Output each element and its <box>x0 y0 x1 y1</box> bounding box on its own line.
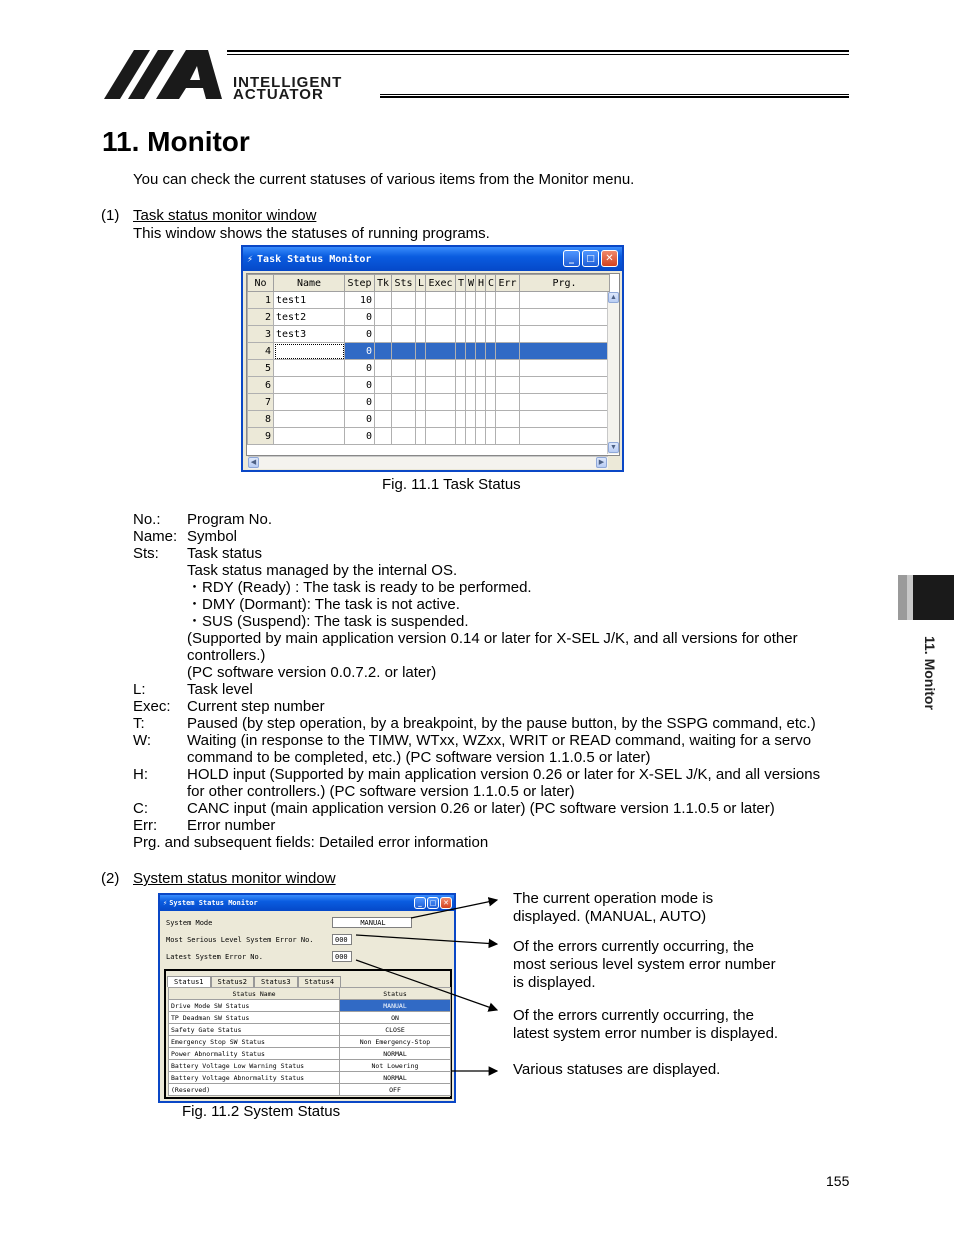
scroll-up-icon[interactable]: ▲ <box>608 292 619 303</box>
fig1-caption: Fig. 11.1 Task Status <box>382 476 521 493</box>
col-step[interactable]: Step <box>345 275 375 292</box>
latest-error-field: 000 <box>332 951 352 962</box>
app-icon: ⚡ <box>247 253 254 265</box>
minimize-button[interactable]: _ <box>414 897 426 909</box>
arrow-latest <box>356 960 497 1010</box>
row-step[interactable]: 0 <box>345 360 375 377</box>
definition-text: (Supported by main application version 0.14 or later for X-SEL J/K, and all versions for other <box>187 630 798 647</box>
definition-text: Symbol <box>187 528 238 545</box>
col-l[interactable]: L <box>416 275 426 292</box>
row-step[interactable]: 0 <box>345 309 375 326</box>
col-name[interactable]: Name <box>274 275 345 292</box>
scroll-right-icon[interactable]: ▶ <box>596 457 607 468</box>
row-no[interactable]: 9 <box>248 428 274 445</box>
scroll-left-icon[interactable]: ◀ <box>248 457 259 468</box>
tab-status4[interactable]: Status4 <box>298 976 342 987</box>
status-name-header: Status Name <box>169 988 340 1000</box>
row-no[interactable]: 7 <box>248 394 274 411</box>
scroll-down-icon[interactable]: ▼ <box>608 442 619 453</box>
col-prg[interactable]: Prg. <box>520 275 610 292</box>
definition-text: ・DMY (Dormant): The task is not active. <box>187 596 460 613</box>
callout-system-mode: The current operation mode is displayed. (MANUAL, AUTO) <box>513 890 714 925</box>
maximize-button[interactable]: □ <box>427 897 439 909</box>
col-h[interactable]: H <box>476 275 486 292</box>
fig2-caption: Fig. 11.2 System Status <box>182 1103 341 1120</box>
status-value-cell: OFF <box>340 1084 451 1096</box>
col-c[interactable]: C <box>486 275 496 292</box>
app-icon: ⚡ <box>163 899 168 907</box>
definition-term: C: <box>133 800 148 817</box>
definition-text: command to be completed, etc.) (PC software version 1.1.0.5 or later) <box>187 749 651 766</box>
page-title: 11. Monitor <box>102 126 250 157</box>
arrow-system-mode <box>411 900 497 918</box>
sys-window-title: System Status Monitor <box>169 899 258 907</box>
definition-term: W: <box>133 732 152 749</box>
section1-desc: This window shows the statuses of running programs. <box>133 225 490 242</box>
row-name[interactable]: test1 <box>274 292 345 309</box>
status-value-cell: NORMAL <box>340 1072 451 1084</box>
definition-text: for other controllers.) (PC software version 1.1.0.5 or later) <box>187 783 575 800</box>
logo-text-line1: INTELLIGENT <box>233 74 343 91</box>
col-err[interactable]: Err <box>496 275 520 292</box>
col-sts[interactable]: Sts <box>392 275 416 292</box>
status-value-cell: Non Emergency-Stop <box>340 1036 451 1048</box>
status-name-cell: Drive Mode SW Status <box>169 1000 340 1012</box>
status-name-cell: Safety Gate Status <box>169 1024 340 1036</box>
definition-text: Task status managed by the internal OS. <box>187 562 458 579</box>
most-serious-error-field: 000 <box>332 934 352 945</box>
col-exec[interactable]: Exec <box>426 275 456 292</box>
row-no[interactable]: 3 <box>248 326 274 343</box>
col-no[interactable]: No <box>248 275 274 292</box>
callout-most-serious: Of the errors currently occurring, the most serious level system error number is displayed. <box>513 938 776 991</box>
row-step[interactable]: 0 <box>345 377 375 394</box>
section1-number: (1) <box>101 207 120 224</box>
callout-statuses: Various statuses are displayed. <box>513 1061 721 1078</box>
row-no[interactable]: 5 <box>248 360 274 377</box>
definition-text: CANC input (main application version 0.26 or later) (PC software version 1.1.0.5 or later) <box>187 800 775 817</box>
row-step[interactable]: 10 <box>345 292 375 309</box>
intro-text: You can check the current statuses of various items from the Monitor menu. <box>133 171 635 188</box>
definition-text: Error number <box>187 817 276 834</box>
row-no[interactable]: 4 <box>248 343 274 360</box>
row-name[interactable]: test3 <box>274 326 345 343</box>
row-no[interactable]: 2 <box>248 309 274 326</box>
page-number: 155 <box>826 1173 850 1189</box>
definition-text: controllers.) <box>187 647 266 664</box>
status-name-cell: Battery Voltage Abnormality Status <box>169 1072 340 1084</box>
definition-text: Waiting (in response to the TIMW, WTxx, WZxx, WRIT or READ command, waiting for a servo <box>187 732 812 749</box>
definition-term: L: <box>133 681 146 698</box>
section1-heading: Task status monitor window <box>133 207 317 224</box>
row-name[interactable]: test2 <box>274 309 345 326</box>
most-serious-error-label: Most Serious Level System Error No. <box>166 936 314 944</box>
definition-term: Name: <box>133 528 178 545</box>
side-tab-label: 11. Monitor <box>922 636 938 710</box>
col-t[interactable]: T <box>456 275 466 292</box>
side-tab-stripe <box>898 575 907 620</box>
arrow-most-serious <box>356 935 497 944</box>
tab-status2[interactable]: Status2 <box>211 976 255 987</box>
maximize-button[interactable]: □ <box>582 250 599 267</box>
definition-text: (PC software version 0.0.7.2. or later) <box>187 664 437 681</box>
col-tk[interactable]: Tk <box>375 275 392 292</box>
latest-error-label: Latest System Error No. <box>166 953 263 961</box>
definition-term: No.: <box>133 511 161 528</box>
row-step[interactable]: 0 <box>345 411 375 428</box>
definition-term: Exec: <box>133 698 171 715</box>
row-no[interactable]: 1 <box>248 292 274 309</box>
col-w[interactable]: W <box>466 275 476 292</box>
minimize-button[interactable]: _ <box>563 250 580 267</box>
system-mode-label: System Mode <box>166 919 213 927</box>
definition-text: Paused (by step operation, by a breakpoint, by the pause button, by the SSPG command, etc.) <box>187 715 816 732</box>
status-name-cell: Power Abnormality Status <box>169 1048 340 1060</box>
status-value-cell: Not Lowering <box>340 1060 451 1072</box>
row-step[interactable]: 0 <box>345 326 375 343</box>
definition-term: Sts: <box>133 545 159 562</box>
status-value-cell: NORMAL <box>340 1048 451 1060</box>
prg-note: Prg. and subsequent fields: Detailed error information <box>133 834 489 851</box>
status-name-cell: (Reserved) <box>169 1084 340 1096</box>
row-step[interactable]: 0 <box>345 394 375 411</box>
section2-number: (2) <box>101 870 120 887</box>
definition-text: Task status <box>187 545 263 562</box>
side-tab-block <box>913 575 954 620</box>
status-value-header: Status <box>340 988 451 1000</box>
system-mode-field: MANUAL <box>332 917 412 928</box>
status-name-cell: TP Deadman SW Status <box>169 1012 340 1024</box>
definition-text: ・SUS (Suspend): The task is suspended. <box>187 613 469 630</box>
status-value-cell: CLOSE <box>340 1024 451 1036</box>
tab-status1[interactable]: Status1 <box>167 976 211 987</box>
close-button[interactable]: ✕ <box>601 250 618 267</box>
section2-heading: System status monitor window <box>133 870 336 887</box>
status-name-cell: Emergency Stop SW Status <box>169 1036 340 1048</box>
definition-term: Err: <box>133 817 158 834</box>
status-name-cell: Battery Voltage Low Warning Status <box>169 1060 340 1072</box>
definition-term: H: <box>133 766 148 783</box>
status-value-cell: MANUAL <box>340 1000 451 1012</box>
definition-text: Task level <box>187 681 253 698</box>
row-step[interactable]: 0 <box>345 428 375 445</box>
logo-text-line2: ACTUATOR <box>233 86 324 103</box>
definition-text: Current step number <box>187 698 325 715</box>
task-window-title: Task Status Monitor <box>257 253 372 265</box>
row-no[interactable]: 6 <box>248 377 274 394</box>
row-step[interactable]: 0 <box>345 343 375 360</box>
status-value-cell: ON <box>340 1012 451 1024</box>
row-no[interactable]: 8 <box>248 411 274 428</box>
definition-term: T: <box>133 715 145 732</box>
definition-text: ・RDY (Ready) : The task is ready to be performed. <box>187 579 532 596</box>
definition-text: Program No. <box>187 511 273 528</box>
definition-text: HOLD input (Supported by main application version 0.26 or later for X-SEL J/K, and all versions <box>187 766 821 783</box>
close-button[interactable]: ✕ <box>440 897 452 909</box>
callout-latest: Of the errors currently occurring, the latest system error number is displayed. <box>513 1007 779 1042</box>
tab-status3[interactable]: Status3 <box>254 976 298 987</box>
